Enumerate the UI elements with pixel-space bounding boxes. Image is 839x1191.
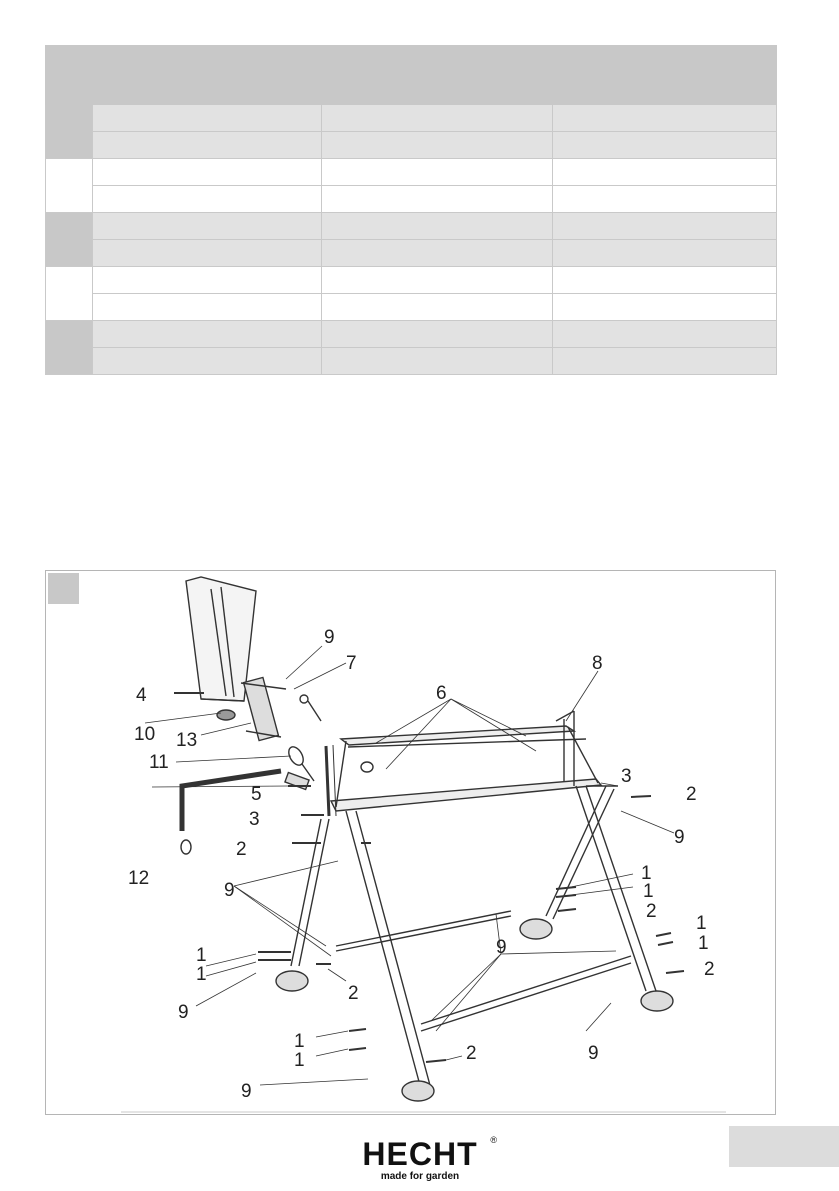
brand-wordmark: HECHT — [362, 1136, 478, 1172]
callout-2: 2 — [348, 983, 359, 1004]
callout-2: 2 — [704, 959, 715, 980]
callout-2: 2 — [646, 901, 657, 922]
table-row — [46, 348, 777, 375]
table-row — [46, 105, 777, 132]
callout-3: 3 — [621, 766, 632, 787]
callout-9: 9 — [241, 1081, 252, 1102]
table-row — [46, 321, 777, 348]
handle-cap — [181, 840, 191, 854]
callout-2: 2 — [686, 784, 697, 805]
callout-9: 9 — [674, 827, 685, 848]
callout-1: 1 — [196, 964, 207, 985]
table-row — [46, 132, 777, 159]
callout-9: 9 — [178, 1002, 189, 1023]
brand-logo — [339, 1133, 501, 1183]
spec-table — [45, 45, 777, 375]
callout-9: 9 — [496, 937, 507, 958]
callout-1: 1 — [294, 1050, 305, 1071]
callout-2: 2 — [236, 839, 247, 860]
callout-8: 8 — [592, 653, 603, 674]
callout-2: 2 — [466, 1043, 477, 1064]
assembly-drawing — [46, 571, 777, 1116]
brand-tagline: made for garden — [380, 1171, 460, 1182]
callout-4: 4 — [136, 685, 147, 706]
table-row — [46, 159, 777, 186]
callout-1: 1 — [294, 1031, 305, 1052]
callout-1: 1 — [696, 913, 707, 934]
registered-mark: ® — [490, 1135, 497, 1145]
rail-frame — [326, 711, 601, 816]
page-number-box — [729, 1126, 839, 1167]
callout-9: 9 — [588, 1043, 599, 1064]
callout-12: 12 — [128, 868, 150, 889]
callout-5: 5 — [251, 784, 262, 805]
table-row — [46, 267, 777, 294]
table-header-row — [46, 46, 777, 105]
table-row — [46, 213, 777, 240]
table-row — [46, 240, 777, 267]
callout-9: 9 — [324, 627, 335, 648]
callout-1: 1 — [641, 863, 652, 884]
callout-1: 1 — [196, 945, 207, 966]
table-row — [46, 186, 777, 213]
callout-13: 13 — [176, 730, 198, 751]
table-row — [46, 294, 777, 321]
callout-9: 9 — [224, 880, 235, 901]
callout-1: 1 — [643, 881, 654, 902]
callout-10: 10 — [134, 724, 156, 745]
feet — [276, 919, 673, 1101]
callout-11: 11 — [149, 752, 169, 773]
callout-1: 1 — [698, 933, 709, 954]
callout-6: 6 — [436, 683, 447, 704]
handle-rod — [182, 771, 281, 831]
callout-7: 7 — [346, 653, 357, 674]
callout-3: 3 — [249, 809, 260, 830]
assembly-figure — [45, 570, 776, 1115]
